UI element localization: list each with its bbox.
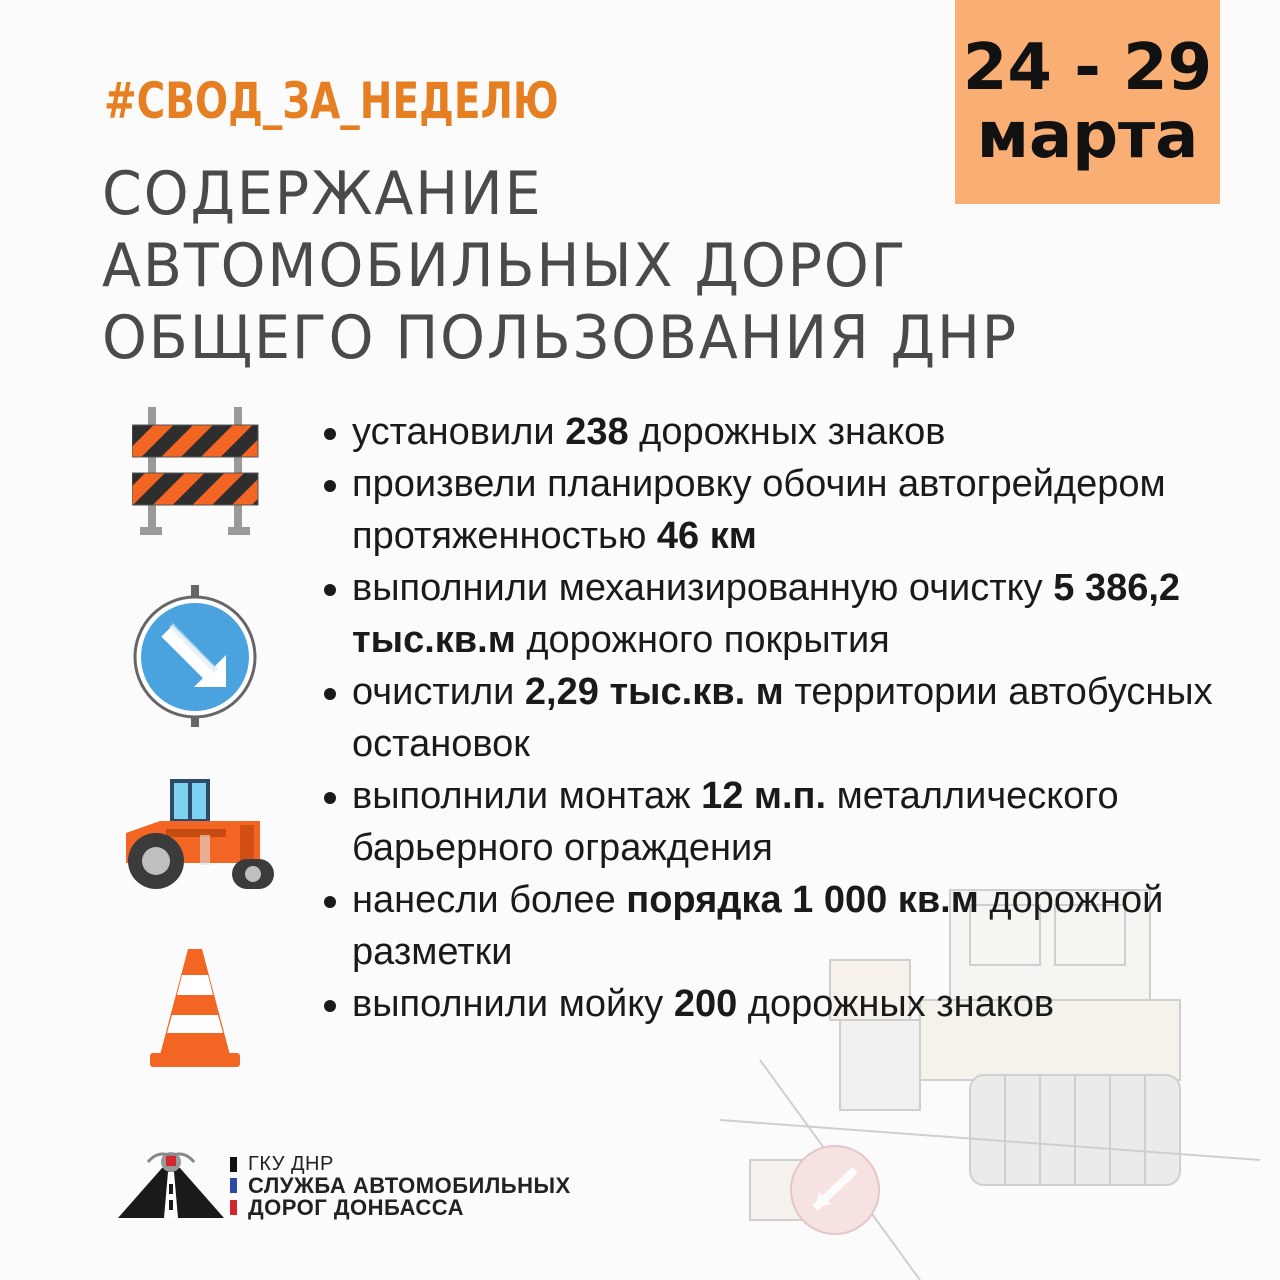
- list-item-highlight: 2,29 тыс.кв. м: [524, 671, 784, 713]
- org-line-1-text: ГКУ ДНР: [248, 1153, 334, 1175]
- date-range: 24 - 29: [962, 31, 1213, 105]
- list-item: [322, 666, 1242, 770]
- road-roller-icon: [120, 775, 280, 895]
- list-item-highlight: 238: [565, 411, 629, 453]
- list-item-text: выполнили мойку: [352, 983, 674, 1025]
- date-month: марта: [976, 99, 1199, 173]
- icon-column: [120, 405, 290, 1085]
- org-line-3: [230, 1197, 571, 1219]
- title-line-3: ОБЩЕГО ПОЛЬЗОВАНИЯ ДНР: [102, 303, 1019, 373]
- list-item-text: нанесли более: [352, 879, 627, 921]
- list-item: [322, 562, 1242, 666]
- list-item-text: выполнили монтаж: [352, 775, 702, 817]
- list-item-text: установили: [352, 411, 566, 453]
- title-line-2: АВТОМОБИЛЬНЫХ ДОРОГ: [102, 231, 908, 301]
- traffic-cone-icon: [150, 945, 240, 1070]
- list-item-text: металлического барьерного ограждения: [352, 775, 1119, 869]
- road-service-logo-icon: [118, 1148, 224, 1218]
- list-item: [322, 770, 1242, 874]
- keep-right-sign-icon: [132, 585, 258, 727]
- org-name: [230, 1154, 571, 1219]
- list-item-text: территории автобусных остановок: [352, 671, 1213, 765]
- list-item-highlight: порядка 1 000 кв.м: [626, 879, 979, 921]
- list-item-highlight: 5 386,2 тыс.кв.м: [352, 567, 1181, 661]
- list-item-text: дорожного покрытия: [515, 619, 890, 661]
- list-item-highlight: 46 км: [656, 515, 757, 557]
- org-line-3-text: ДОРОГ ДОНБАССА: [248, 1195, 464, 1220]
- org-line-1: [230, 1154, 571, 1175]
- list-item-text: очистили: [352, 671, 525, 713]
- org-logo-block: [118, 1148, 598, 1228]
- list-item: [322, 978, 1242, 1030]
- list-item: [322, 406, 1242, 458]
- list-item-text: дорожной разметки: [352, 879, 1164, 973]
- list-item-text: произвели планировку обочин автогрейдером протяженностью: [352, 463, 1166, 557]
- list-item-text: дорожных знаков: [628, 411, 946, 453]
- org-line-2: [230, 1175, 571, 1197]
- hashtag-title: #СВОД_ЗА_НЕДЕЛЮ: [104, 72, 559, 130]
- list-item-text: выполнили механизированную очистку: [352, 567, 1054, 609]
- org-line-2-text: СЛУЖБА АВТОМОБИЛЬНЫХ: [248, 1173, 571, 1198]
- title-line-1: СОДЕРЖАНИЕ: [102, 159, 543, 229]
- list-item: [322, 458, 1242, 562]
- road-barrier-icon: [132, 407, 260, 537]
- list-item: [322, 874, 1242, 978]
- list-item-highlight: 12 м.п.: [701, 775, 827, 817]
- list-item-text: дорожных знаков: [737, 983, 1055, 1025]
- list-item-highlight: 200: [673, 983, 738, 1025]
- activity-list: [322, 406, 1242, 1030]
- page-title: [102, 158, 1102, 374]
